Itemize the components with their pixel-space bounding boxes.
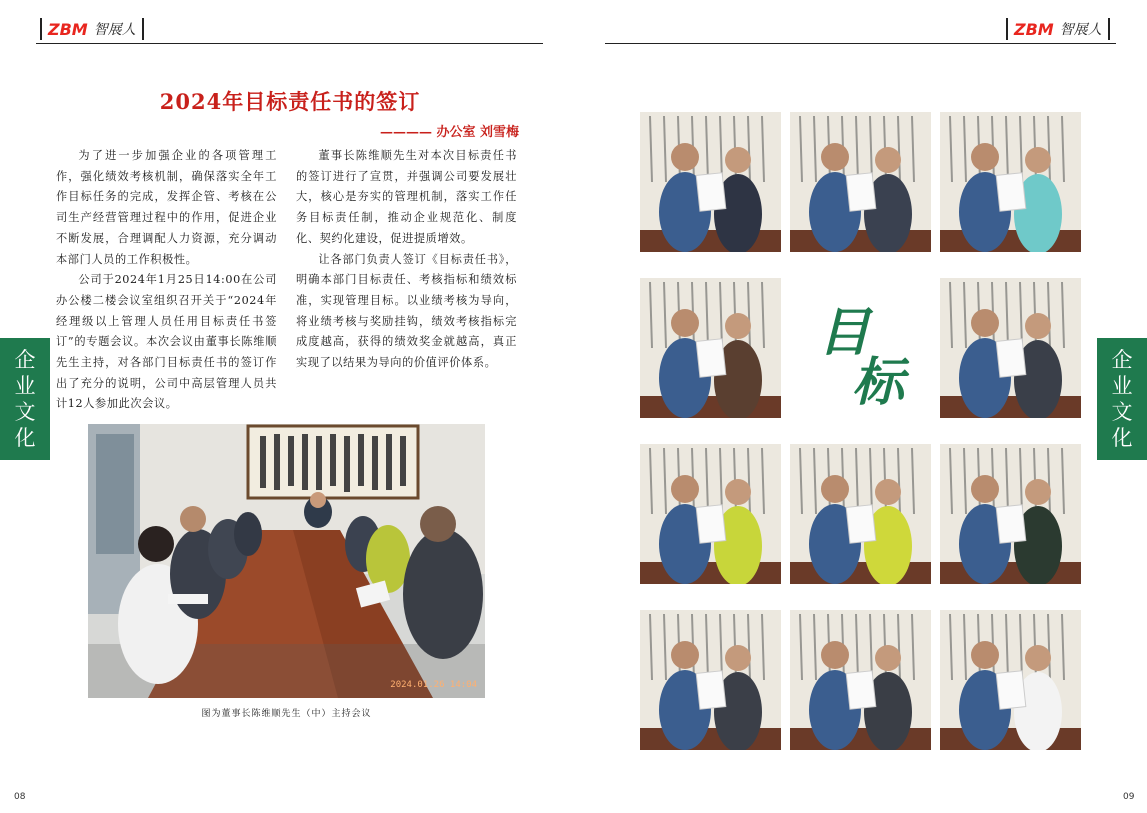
brand-name: 智展人 — [93, 22, 136, 38]
page-number-right: 09 — [1123, 792, 1135, 802]
signing-photo — [640, 444, 781, 584]
signing-photo — [640, 278, 781, 418]
signing-photo — [640, 610, 781, 750]
signing-photo — [790, 112, 931, 252]
article-title: 2024年目标责任书的签订 — [159, 89, 421, 114]
article-column-1 — [56, 146, 277, 415]
article-column-2 — [296, 146, 517, 374]
paragraph: 公司于2024年1月25日14:00在公司办公楼二楼会议室组织召开关于“2024年经理级以上管理人员任用目标责任书签订”的专题会议。本次会议由董事长陈维顺先生主持，对各部门目标责任书的签订作出了充分的说明，公司中高层管理人员共计12人参加此次会议。 — [56, 273, 277, 411]
right-header-logo — [1006, 18, 1110, 40]
photo-caption: 图为董事长陈维顺先生（中）主持会议 — [201, 709, 372, 719]
signing-photo — [940, 610, 1081, 750]
left-header-logo — [40, 18, 144, 40]
signing-photo — [640, 112, 781, 252]
signing-photo — [790, 444, 931, 584]
brand-mark: ZBM — [1014, 19, 1054, 39]
page-number-left: 08 — [14, 792, 26, 802]
right-header-rule — [605, 43, 1116, 44]
paragraph: 董事长陈维顺先生对本次目标责任书的签订进行了宣贯，并强调公司要发展壮大，核心是夯实的管理机制，落实工作任务目标责任制，推动企业规范化、制度化、契约化建设，促进提质增效。 — [296, 149, 517, 245]
side-tab-label: 企业文化 — [14, 348, 36, 450]
slogan-char-1: 目 — [818, 302, 871, 363]
brand-mark: ZBM — [48, 19, 88, 39]
left-header-rule — [36, 43, 543, 44]
meeting-photo — [88, 424, 485, 698]
signing-photo — [940, 278, 1081, 418]
signing-photo — [790, 610, 931, 750]
article-byline: ———— 办公室 刘雪梅 — [379, 125, 519, 140]
paragraph: 为了进一步加强企业的各项管理工作，强化绩效考核机制，确保落实全年工作目标任务的完成，发挥企管、考核在公司生产经营管理过程中的作用，促进企业不断发展，合理调配人力资源，充分调动本部门人员的工作积极性。 — [56, 149, 277, 266]
side-tab-left — [0, 338, 50, 460]
photo-timestamp: 2024.01.26 14:04 — [390, 680, 477, 690]
signing-photo — [940, 444, 1081, 584]
side-tab-right — [1097, 338, 1147, 460]
brand-name: 智展人 — [1059, 22, 1102, 38]
side-tab-label: 企业文化 — [1111, 348, 1133, 450]
slogan-char-2: 标 — [852, 352, 905, 413]
paragraph: 让各部门负责人签订《目标责任书》，明确本部门目标责任、考核指标和绩效标准，实现管理目标。以业绩考核为导向，将业绩考核与奖励挂钩，绩效考核指标完成度越高，获得的绩效奖金就越高，真正实现了以结果为导向的价值评价体系。 — [296, 252, 517, 370]
signing-photo — [940, 112, 1081, 252]
